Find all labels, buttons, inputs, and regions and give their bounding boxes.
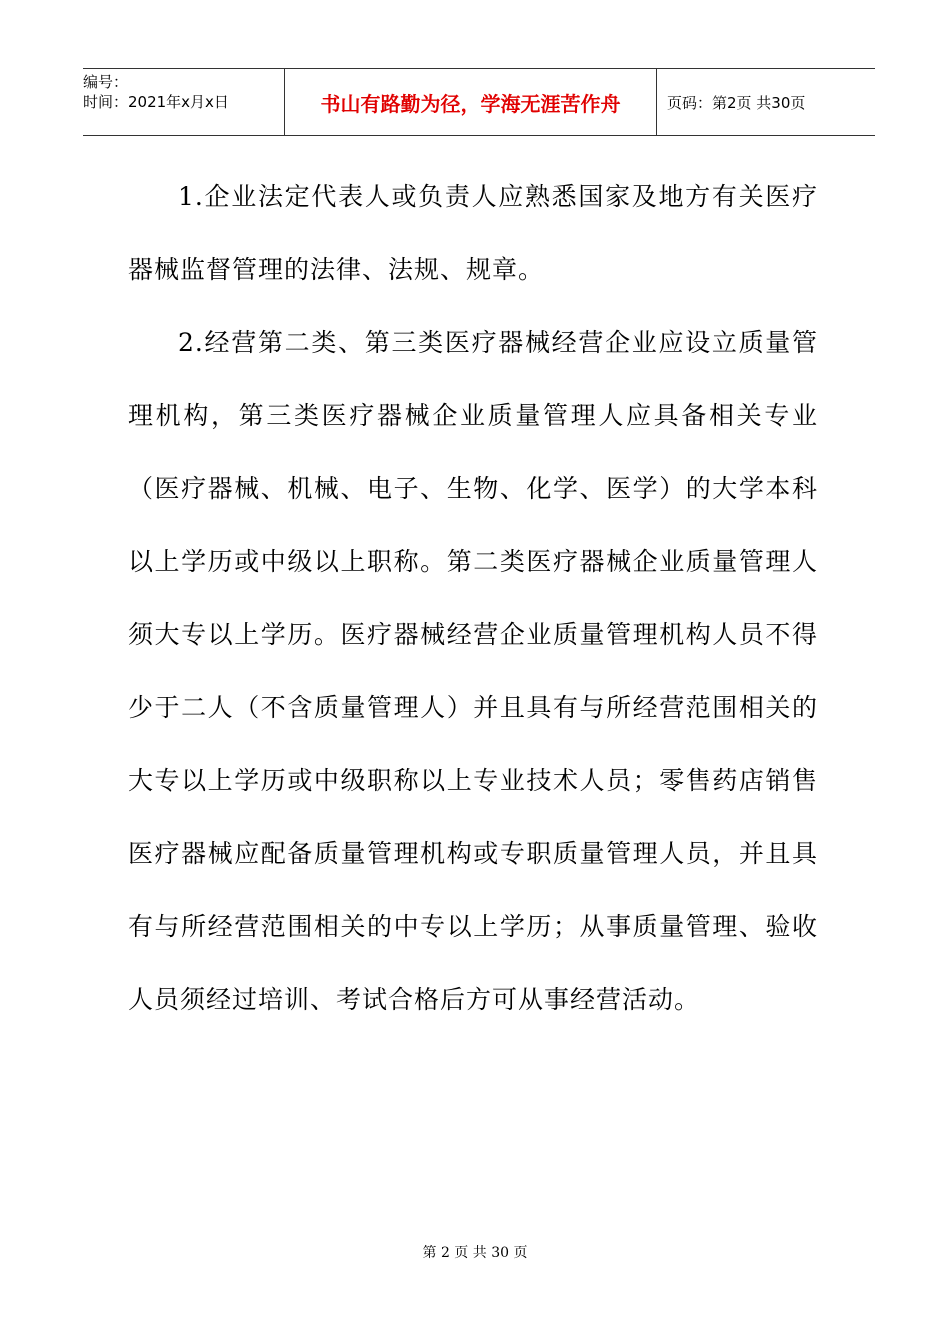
document-time-label: 时间：2021年x月x日 (83, 93, 229, 111)
paragraph-2: 2.经营第二类、第三类医疗器械经营企业应设立质量管理机构，第三类医疗器械企业质量管理人应具备相关专业（医疗器械、机械、电子、生物、化学、医学）的大学本科以上学历或中级以上职称。第二类医疗器械企业质量管理人须大专以上学历。医疗器械经营企业质量管理机构人员不得少于二人（不含质量管理人）并且具有与所经营范围相关的大专以上学历或中级职称以上专业技术人员；零售药店销售医疗器械应配备质量管理机构或专职质量管理人员，并且具有与所经营范围相关的中专以上学历；从事质量管理、验收人员须经过培训、考试合格后方可从事经营活动。 (128, 328, 818, 1014)
header-info-cell (83, 69, 285, 135)
header-motto: 书山有路勤为径，学海无涯苦作舟 (285, 69, 657, 135)
page-footer: 第 2 页 共 30 页 (422, 1245, 528, 1261)
paragraph-1: 1.企业法定代表人或负责人应熟悉国家及地方有关医疗器械监督管理的法律、法规、规章。 (128, 182, 818, 284)
document-body (128, 160, 818, 1036)
document-number-label: 编号： (83, 73, 129, 91)
page-header (83, 68, 875, 136)
header-page-label: 页码：第2页 共30页 (667, 93, 806, 112)
